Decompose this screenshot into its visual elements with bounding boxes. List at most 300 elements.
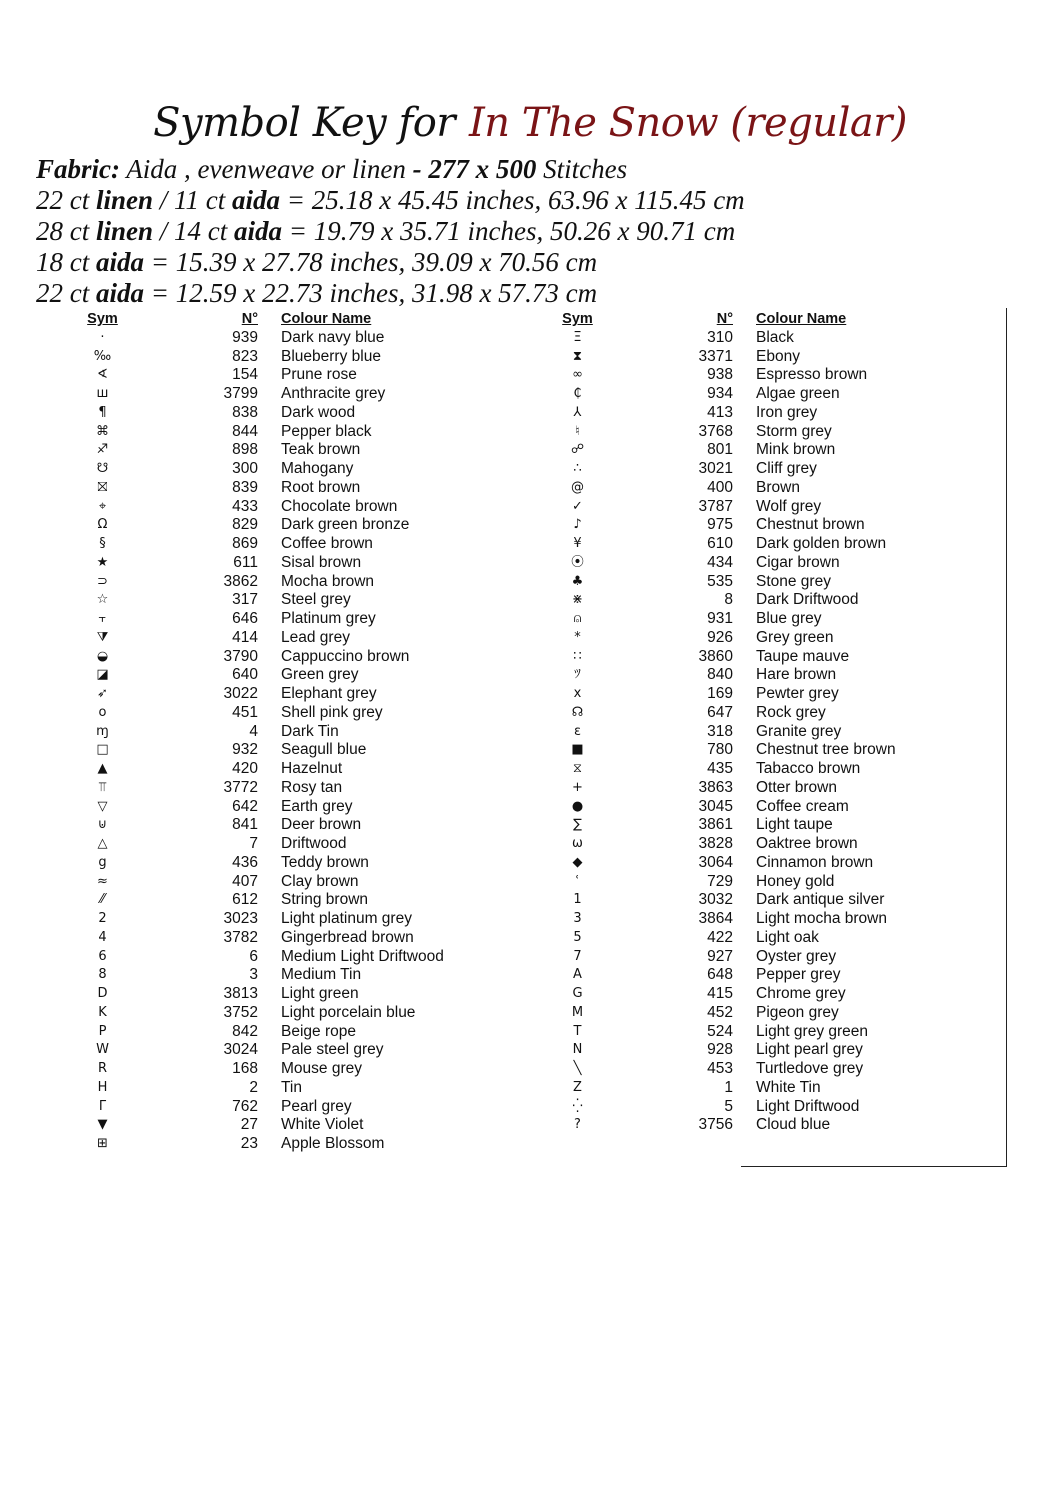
table-row — [545, 629, 896, 648]
floss-number: 23 — [240, 1135, 258, 1152]
floss-number: 436 — [232, 853, 258, 871]
colour-name: Teak brown — [281, 441, 361, 459]
table-row — [545, 1041, 896, 1060]
floss-number: 3863 — [698, 778, 733, 796]
colour-name: Rosy tan — [281, 778, 343, 796]
colour-name: String brown — [281, 891, 369, 909]
colour-name: Grey green — [756, 628, 834, 646]
colour-name: Cinnamon brown — [756, 853, 874, 871]
colour-name: Wolf grey — [756, 497, 822, 515]
size-mid: / 14 ct — [153, 216, 235, 246]
colour-name: Chestnut tree brown — [756, 741, 896, 759]
colour-name: Tabacco brown — [756, 760, 861, 777]
table-row — [545, 1060, 896, 1079]
colour-name: Prune rose — [281, 366, 357, 384]
floss-number: 27 — [240, 1116, 258, 1134]
colour-name: Tin — [281, 1078, 302, 1096]
floss-number: 3828 — [698, 835, 733, 852]
table-row — [70, 1004, 444, 1023]
symbol-table-right — [545, 310, 896, 1135]
floss-number: 400 — [707, 478, 733, 496]
table-row — [545, 816, 896, 835]
floss-number: 3799 — [223, 385, 258, 402]
colour-name: Clay brown — [281, 872, 359, 890]
floss-number: 420 — [232, 760, 258, 777]
colour-name: Steel grey — [281, 591, 351, 609]
symbol-icon: ⧗ — [572, 348, 583, 364]
colour-name: Light Driftwood — [756, 1097, 860, 1115]
symbol-icon: ■ — [571, 742, 584, 758]
symbol-icon: ⧩ — [96, 629, 109, 645]
symbol-icon: R — [97, 1061, 108, 1076]
table-row — [70, 385, 444, 404]
floss-number: 823 — [232, 347, 258, 365]
size-post: = 12.59 x 22.73 inches, 31.98 x 57.73 cm — [144, 278, 598, 308]
symbol-icon: ∞ — [572, 367, 583, 383]
colour-name: Otter brown — [756, 778, 837, 796]
colour-name: Light platinum grey — [281, 910, 412, 927]
colour-name: Pepper grey — [756, 966, 841, 984]
colour-name: Stone grey — [756, 572, 831, 590]
floss-number: 939 — [232, 328, 258, 346]
table-row — [545, 985, 896, 1004]
colour-name: Green grey — [281, 666, 359, 684]
floss-number: 3371 — [698, 347, 733, 365]
symbol-icon: ⧖ — [572, 761, 583, 776]
symbol-icon: □ — [96, 742, 109, 758]
table-row — [545, 966, 896, 985]
table-row — [70, 910, 444, 929]
floss-number: 169 — [707, 685, 733, 702]
symbol-icon: ☊ — [571, 704, 584, 720]
fabric-label: Fabric: — [36, 154, 120, 184]
symbol-icon: ∢ — [97, 367, 108, 383]
table-row — [545, 573, 896, 592]
symbol-icon: ¶ — [98, 404, 107, 420]
colour-name: Dark green bronze — [281, 516, 410, 534]
symbol-icon: 8 — [98, 967, 107, 983]
colour-name: Sisal brown — [281, 553, 362, 571]
symbol-icon: G — [572, 986, 583, 1001]
floss-number: 931 — [707, 610, 733, 627]
symbol-icon: ⫪ — [98, 779, 107, 795]
symbol-icon: ☆ — [96, 592, 109, 608]
floss-number: 648 — [707, 966, 733, 984]
colour-name: Pepper black — [281, 422, 372, 440]
title-lead: Symbol Key for — [153, 100, 455, 146]
floss-number: 646 — [232, 610, 258, 627]
colour-name: Light porcelain blue — [281, 1003, 416, 1021]
size-b1: linen — [96, 185, 154, 215]
size-line — [36, 216, 745, 247]
colour-name: Shell pink grey — [281, 703, 383, 721]
symbol-icon: ʿ — [575, 873, 580, 889]
symbol-icon: ╲ — [573, 1061, 582, 1076]
table-row — [70, 610, 444, 629]
floss-number: 8 — [724, 591, 733, 609]
table-row — [70, 591, 444, 610]
size-post: = 15.39 x 27.78 inches, 39.09 x 70.56 cm — [144, 247, 598, 277]
table-row — [70, 723, 444, 742]
symbol-icon: ε — [573, 723, 582, 739]
colour-name: Blueberry blue — [281, 347, 381, 365]
colour-name: Light pearl grey — [756, 1041, 863, 1059]
symbol-icon: ⁛ — [572, 1098, 583, 1114]
symbol-icon: ⋇ — [572, 592, 583, 608]
table-row — [70, 835, 444, 854]
floss-number: 610 — [707, 535, 733, 552]
table-row — [545, 423, 896, 442]
table-row — [70, 1098, 444, 1117]
table-row — [545, 798, 896, 817]
table-row — [70, 985, 444, 1004]
colour-name: Teddy brown — [281, 853, 369, 871]
floss-number: 3768 — [698, 422, 733, 440]
header-name: Colour Name — [281, 311, 372, 327]
symbol-icon: ⌖ — [98, 498, 107, 514]
symbol-icon: · — [100, 329, 105, 345]
table-row — [545, 891, 896, 910]
symbol-icon: P — [98, 1023, 107, 1039]
floss-number: 934 — [707, 385, 733, 402]
colour-name: Light grey green — [756, 1022, 869, 1040]
colour-name: Elephant grey — [281, 685, 377, 702]
table-row — [70, 329, 444, 348]
table-row — [70, 704, 444, 723]
symbol-icon: 5 — [573, 929, 582, 945]
floss-number: 6 — [249, 947, 258, 965]
table-row — [545, 385, 896, 404]
colour-name: Chocolate brown — [281, 497, 398, 515]
floss-number: 435 — [707, 760, 733, 777]
symbol-icon: Ω — [97, 517, 108, 533]
table-row — [70, 1041, 444, 1060]
colour-name: Seagull blue — [281, 741, 367, 759]
symbol-icon: T — [573, 1023, 582, 1039]
floss-number: 838 — [232, 403, 258, 421]
symbol-icon: 1 — [573, 892, 582, 908]
colour-name: Honey gold — [756, 872, 835, 890]
symbol-icon: 6 — [98, 948, 107, 964]
table-row — [70, 760, 444, 779]
floss-number: 3021 — [698, 460, 733, 477]
symbol-icon: N — [572, 1042, 583, 1058]
colour-name: Iron grey — [756, 403, 818, 421]
colour-name: Light green — [281, 985, 359, 1002]
table-row — [545, 1079, 896, 1098]
symbol-icon: ⊍ — [97, 817, 108, 833]
symbol-icon: D — [97, 986, 108, 1001]
colour-name: Driftwood — [281, 835, 347, 852]
size-pre: 18 ct — [36, 247, 96, 277]
floss-number: 642 — [232, 797, 258, 815]
colour-name: Coffee cream — [756, 797, 849, 815]
header-sym: Sym — [562, 311, 593, 327]
floss-number: 422 — [707, 928, 733, 946]
colour-name: Algae green — [756, 385, 840, 402]
floss-number: 3032 — [698, 891, 733, 909]
floss-number: 839 — [232, 478, 258, 496]
symbol-table-left — [70, 310, 444, 1154]
symbol-icon: K — [98, 1004, 107, 1020]
symbol-icon: ☋ — [96, 461, 109, 476]
symbol-icon: ● — [571, 798, 584, 814]
table-row — [70, 554, 444, 573]
floss-number: 829 — [232, 516, 258, 534]
table-row — [70, 1079, 444, 1098]
floss-number: 453 — [707, 1060, 733, 1077]
symbol-icon: 2 — [98, 911, 107, 926]
colour-name: White Tin — [756, 1078, 821, 1096]
colour-name: Mink brown — [756, 441, 836, 459]
floss-number: 310 — [707, 328, 733, 346]
table-row — [70, 516, 444, 535]
table-row — [545, 704, 896, 723]
colour-name: Black — [756, 328, 794, 346]
floss-number: 1 — [724, 1078, 733, 1096]
symbol-icon: ∴ — [573, 461, 582, 476]
colour-name: Cappuccino brown — [281, 647, 410, 665]
floss-number: 3813 — [223, 985, 258, 1002]
colour-name: Oaktree brown — [756, 835, 858, 852]
table-row — [545, 854, 896, 873]
table-row — [70, 404, 444, 423]
floss-number: 3756 — [698, 1116, 733, 1134]
floss-number: 3861 — [698, 816, 733, 834]
table-row — [545, 610, 896, 629]
table-row — [70, 948, 444, 967]
floss-number: 4 — [249, 722, 258, 740]
floss-number: 3787 — [698, 497, 733, 515]
colour-name: Cigar brown — [756, 553, 840, 571]
floss-number: 801 — [707, 441, 733, 459]
symbol-icon: W — [96, 1042, 109, 1058]
floss-number: 640 — [232, 666, 258, 684]
floss-number: 841 — [232, 816, 258, 834]
table-row — [70, 535, 444, 554]
symbol-icon: Ξ — [573, 329, 582, 345]
table-row — [545, 648, 896, 667]
symbol-icon: ⊃ — [97, 573, 108, 589]
size-b1: aida — [96, 247, 145, 277]
colour-name: Chrome grey — [756, 985, 846, 1002]
colour-name: Cliff grey — [756, 460, 817, 477]
floss-number: 3862 — [223, 572, 258, 590]
floss-number: 524 — [707, 1022, 733, 1040]
table-header — [545, 310, 896, 329]
floss-number: 3024 — [223, 1041, 258, 1059]
colour-name: Root brown — [281, 478, 361, 496]
colour-name: Pewter grey — [756, 685, 839, 702]
symbol-icon: ⦿ — [570, 554, 584, 570]
symbol-icon: ♐ — [96, 442, 109, 458]
colour-name: Medium Tin — [281, 966, 362, 984]
table-border-right — [1006, 308, 1007, 1166]
floss-number: 3 — [249, 966, 258, 984]
table-row — [70, 1023, 444, 1042]
colour-name: Deer brown — [281, 816, 362, 834]
symbol-icon: A — [573, 967, 582, 983]
colour-name: Apple Blossom — [281, 1135, 385, 1152]
symbol-icon: ? — [574, 1117, 581, 1133]
symbol-icon: ﾂ — [574, 667, 581, 683]
table-row — [70, 685, 444, 704]
table-row — [545, 1023, 896, 1042]
size-pre: 22 ct — [36, 185, 96, 215]
table-row — [70, 891, 444, 910]
floss-number: 3022 — [223, 685, 258, 702]
symbol-icon: ◪ — [96, 667, 109, 683]
table-row — [545, 760, 896, 779]
table-row — [70, 479, 444, 498]
table-row — [545, 516, 896, 535]
symbol-icon: ɱ — [96, 723, 109, 739]
fabric-specs — [36, 154, 745, 309]
fabric-text: Aida , evenweave or linen — [120, 154, 413, 184]
colour-name: Light oak — [756, 928, 819, 946]
colour-name: Mouse grey — [281, 1060, 362, 1077]
symbol-icon: M — [571, 1004, 584, 1020]
table-row — [70, 929, 444, 948]
table-row — [545, 1098, 896, 1117]
floss-number: 844 — [232, 422, 258, 440]
symbol-icon: ⅄ — [573, 404, 582, 420]
floss-number: 3772 — [223, 778, 258, 796]
symbol-icon: ₵ — [573, 386, 582, 401]
table-row — [545, 948, 896, 967]
table-row — [545, 1004, 896, 1023]
colour-name: White Violet — [281, 1116, 364, 1134]
floss-number: 168 — [232, 1060, 258, 1077]
table-row — [70, 648, 444, 667]
floss-number: 407 — [232, 872, 258, 890]
floss-number: 975 — [707, 516, 733, 534]
symbol-icon: 3 — [573, 911, 582, 926]
floss-number: 3045 — [698, 797, 733, 815]
floss-number: 932 — [232, 741, 258, 759]
size-mid: / 11 ct — [153, 185, 233, 215]
floss-number: 938 — [707, 366, 733, 384]
header-num: N° — [716, 311, 733, 327]
floss-number: 451 — [232, 703, 258, 721]
symbol-icon: ★ — [96, 554, 109, 570]
colour-name: Dark navy blue — [281, 328, 385, 346]
colour-name: Blue grey — [756, 610, 822, 627]
floss-number: 2 — [249, 1078, 258, 1096]
floss-number: 762 — [232, 1097, 258, 1115]
symbol-icon: ⌘ — [96, 423, 109, 439]
colour-name: Pigeon grey — [756, 1003, 839, 1021]
fabric-line — [36, 154, 745, 185]
floss-number: 414 — [232, 628, 258, 646]
table-row — [545, 460, 896, 479]
table-row — [70, 423, 444, 442]
colour-name: Dark Tin — [281, 722, 339, 740]
colour-name: Cloud blue — [756, 1116, 831, 1134]
table-border-bottom — [741, 1166, 1007, 1167]
table-row — [70, 873, 444, 892]
table-row — [545, 666, 896, 685]
header-name: Colour Name — [756, 311, 847, 327]
floss-number: 434 — [707, 553, 733, 571]
symbol-icon: ≈ — [97, 873, 108, 889]
colour-name: Gingerbread brown — [281, 928, 414, 946]
colour-name: Hare brown — [756, 666, 837, 684]
symbol-icon: ∑ — [573, 817, 582, 833]
table-row — [545, 441, 896, 460]
size-lines — [36, 185, 745, 309]
colour-name: Anthracite grey — [281, 385, 386, 402]
floss-number: 413 — [707, 403, 733, 421]
symbol-icon: H — [97, 1079, 108, 1095]
table-row — [545, 329, 896, 348]
colour-name: Brown — [756, 478, 800, 496]
colour-name: Mahogany — [281, 460, 354, 477]
colour-name: Chestnut brown — [756, 516, 865, 534]
floss-number: 898 — [232, 441, 258, 459]
symbol-icon: * — [574, 629, 581, 645]
floss-number: 3752 — [223, 1003, 258, 1021]
floss-number: 318 — [707, 722, 733, 740]
floss-number: 729 — [707, 872, 733, 890]
table-row — [70, 573, 444, 592]
table-row — [70, 629, 444, 648]
symbol-icon: § — [99, 536, 106, 551]
symbol-icon: ▲ — [97, 761, 108, 776]
colour-name: Pearl grey — [281, 1097, 352, 1115]
table-row — [545, 929, 896, 948]
floss-number: 869 — [232, 535, 258, 552]
floss-number: 535 — [707, 572, 733, 590]
floss-number: 928 — [707, 1041, 733, 1059]
colour-name: Espresso brown — [756, 366, 868, 384]
table-row — [70, 779, 444, 798]
floss-number: 842 — [232, 1022, 258, 1040]
size-post: = 19.79 x 35.71 inches, 50.26 x 90.71 cm — [282, 216, 736, 246]
colour-name: Earth grey — [281, 797, 353, 815]
symbol-icon: △ — [97, 836, 108, 851]
size-line — [36, 278, 745, 309]
symbol-icon: Z — [573, 1079, 582, 1095]
symbol-icon: ▼ — [97, 1117, 108, 1133]
table-row — [545, 498, 896, 517]
symbol-icon: ⛝ — [97, 479, 108, 495]
size-pre: 28 ct — [36, 216, 96, 246]
table-row — [545, 835, 896, 854]
floss-number: 433 — [232, 497, 258, 515]
table-row — [545, 910, 896, 929]
size-b2: aida — [232, 185, 281, 215]
size-b1: linen — [96, 216, 154, 246]
colour-name: Taupe mauve — [756, 647, 850, 665]
table-row — [545, 779, 896, 798]
symbol-icon: + — [572, 779, 583, 795]
table-row — [545, 366, 896, 385]
floss-number: 154 — [232, 366, 258, 384]
floss-number: 317 — [232, 591, 258, 609]
colour-name: Beige rope — [281, 1022, 356, 1040]
symbol-icon: ◒ — [96, 648, 109, 664]
colour-name: Dark Driftwood — [756, 591, 859, 609]
page-title — [0, 96, 1060, 150]
colour-name: Coffee brown — [281, 535, 373, 552]
table-row — [70, 741, 444, 760]
table-row — [70, 1060, 444, 1079]
table-row — [545, 554, 896, 573]
floss-number: 452 — [707, 1003, 733, 1021]
symbol-icon: g — [98, 854, 107, 870]
floss-number: 3064 — [698, 853, 733, 871]
